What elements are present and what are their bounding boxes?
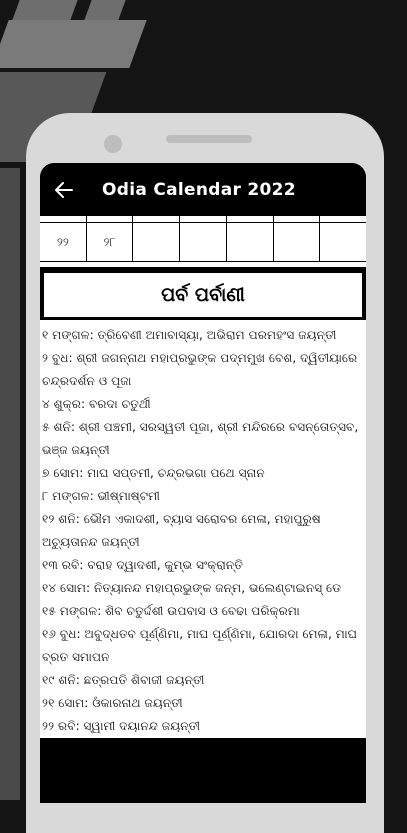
back-arrow-glyph [55,182,73,198]
bg-stripe [84,0,125,20]
calendar-day-cell[interactable]: ୨୮ [87,223,134,261]
festival-list [40,320,366,738]
bg-stripe [0,168,20,800]
festival-item: ୧୪ ସୋମ: ନିତ୍ୟାନନ୍ଦ ମହାପ୍ରଭୁଙ୍କ ଜନ୍ମ, ଭଲେଣ୍ଟାଇନସ୍ ଡେ [42,581,342,595]
app-screen [40,163,366,803]
festivals-heading: ପର୍ବ ପର୍ବାଣୀ [43,272,363,318]
festival-item: ୧୫ ମଙ୍ଗଳ: ଶିବ ଚତୁର୍ଦ୍ଦଶୀ ଉପବାସ ଓ ବେଢା ପରିକ୍ରମା [42,604,300,618]
festival-item: ୫ ଶନି: ଶ୍ରୀ ପଞ୍ଚମୀ, ସରସ୍ୱତୀ ପୂଜା, ଶ୍ରୀ ମନ୍ଦିରରେ ବସନ୍ତୋତ୍ସବ, ଭଞ୍ଜ ଜୟନ୍ତୀ [42,420,359,457]
festival-item: ୧୨ ଶନି: ଭୌମ ଏକାଦଶୀ, ବ୍ୟାସ ସରୋବର ମେଳା, ମହାପୁରୁଷ ଅଚ୍ୟୁତାନନ୍ଦ ଜୟନ୍ତୀ [42,512,321,549]
calendar-day-cell[interactable] [274,223,321,261]
bg-stripe [0,20,147,68]
speaker-grille [166,135,252,143]
festival-item: ୨୧ ସୋମ: ଓଁକାରନାଥ ଜୟନ୍ତୀ [42,696,183,710]
calendar-day-cell[interactable] [180,223,227,261]
app-bar [40,163,366,216]
festival-item: ୨ ବୁଧ: ଶ୍ରୀ ଜଗନ୍ନାଥ ମହାପ୍ରଭୁଙ୍କ ପଦ୍ମମୁଖ ବେଶ, ଦ୍ୱିତୀୟାରେ ଚନ୍ଦ୍ରଦର୍ଶନ ଓ ପୂଜା [42,351,358,388]
calendar-day-cell[interactable] [227,223,274,261]
camera-icon [104,135,122,153]
festival-item: ୨୨ ରବି: ସ୍ୱାମୀ ଦୟାନନ୍ଦ ଜୟନ୍ତୀ [42,719,201,733]
calendar-week-row [40,222,366,262]
festival-item: ୭ ସୋମ: ମାଘ ସପ୍ତମୀ, ଚନ୍ଦ୍ରଭଗା ପଥେ ସ୍ନାନ [42,466,265,480]
calendar-day-cell[interactable]: ୨୨ [40,223,87,261]
calendar-day-cell[interactable] [133,223,180,261]
festival-item: ୪ ଶୁକ୍ର: ବରଦା ଚତୁର୍ଥୀ [42,397,151,411]
calendar-grid [40,216,366,268]
festival-item: ୮ ମଙ୍ଗଳ: ଭୀଷ୍ମାଷ୍ଟମୀ [42,489,160,503]
festivals-section [40,268,366,803]
festival-item: ୧ ମଙ୍ଗଳ: ତ୍ରିବେଣୀ ଅମାବାସ୍ୟା, ଅଭିରାମ ପରମହଂସ ଜୟନ୍ତୀ [42,328,337,342]
festival-item: ୧୯ ଶନି: ଛତ୍ରପତି ଶିବାଜୀ ଜୟନ୍ତୀ [42,673,205,687]
festival-item: ୧୬ ବୁଧ: ଅବୁଦ୍ଧତବ ପୂର୍ଣ୍ଣିମା, ମାଘ ପୂର୍ଣ୍ଣିମା, ଯୋରଦା ମେଳା, ମାଘ ବ୍ରତ ସମାପନ [42,627,358,664]
bg-stripe [12,0,77,20]
festival-item: ୧୩ ରବି: ବରାହ ଦ୍ୱାଦଶୀ, କୁମ୍ଭ ସଂକ୍ରାନ୍ତି [42,558,243,572]
calendar-day-cell[interactable] [320,223,366,261]
back-arrow-icon[interactable] [40,163,88,216]
app-title: Odia Calendar 2022 [102,179,296,200]
